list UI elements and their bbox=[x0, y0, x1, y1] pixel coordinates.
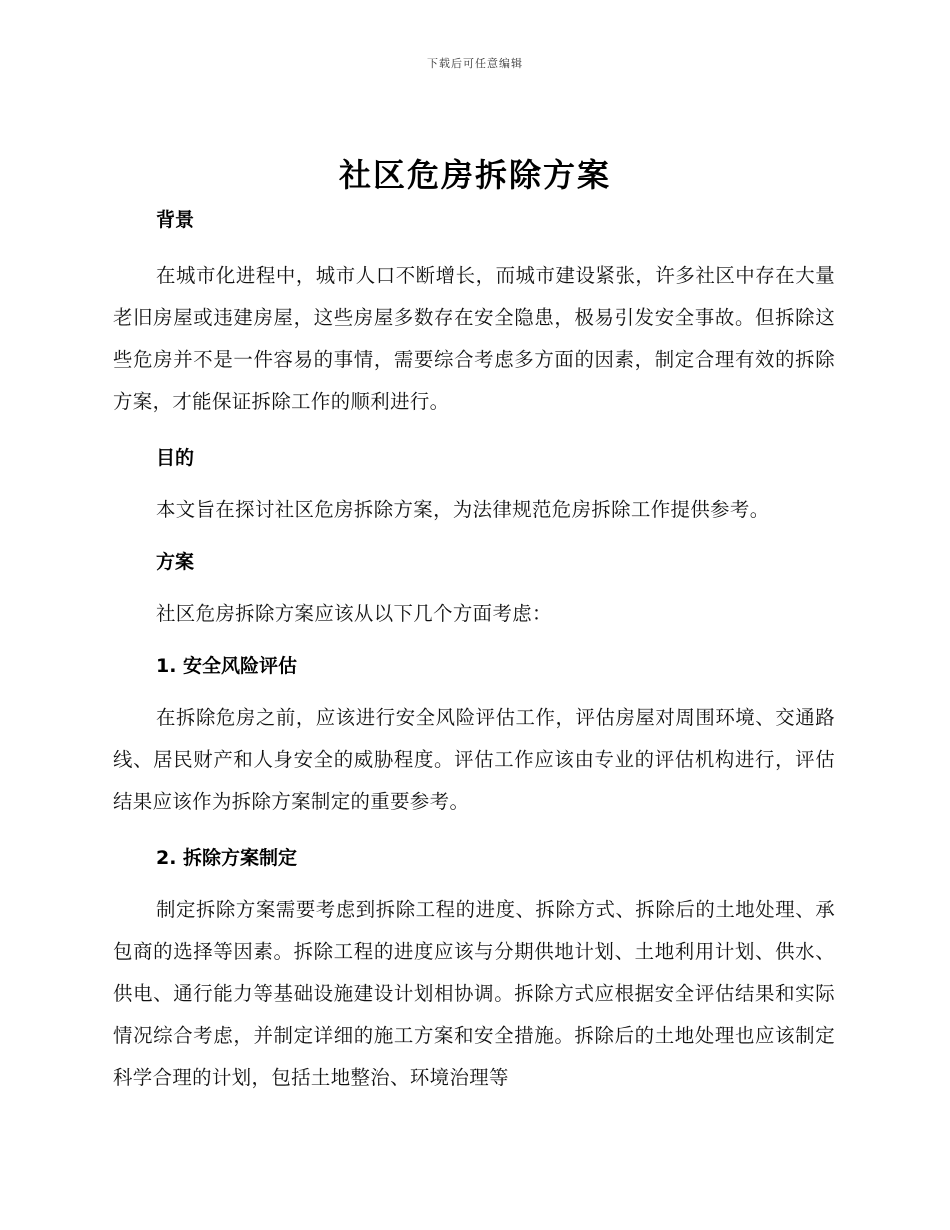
section-heading-plan: 方案 bbox=[156, 551, 195, 573]
paragraph-plan-making: 制定拆除方案需要考虑到拆除工程的进度、拆除方式、拆除后的土地处理、承包商的选择等因素。拆除工程的进度应该与分期供地计划、土地利用计划、供水、供电、通行能力等基础设施建设计划相协调。拆除方式应根据安全评估结果和实际情况综合考虑，并制定详细的施工方案和安全措施。拆除后的土地处理也应该制定科学合理的计划，包括土地整治、环境治理等 bbox=[113, 898, 835, 1089]
page-title: 社区危房拆除方案 bbox=[338, 156, 611, 194]
section-heading-risk-assessment: 1. 安全风险评估 bbox=[156, 655, 298, 677]
paragraph-risk-assessment: 在拆除危房之前，应该进行安全风险评估工作，评估房屋对周围环境、交通路线、居民财产和人身安全的威胁程度。评估工作应该由专业的评估机构进行，评估结果应该作为拆除方案制定的重要参考。 bbox=[113, 706, 835, 813]
document-body bbox=[113, 203, 835, 1099]
paragraph-plan: 社区危房拆除方案应该从以下几个方面考虑： bbox=[156, 602, 552, 625]
paragraph-background: 在城市化进程中，城市人口不断增长，而城市建设紧张，许多社区中存在大量老旧房屋或违建房屋，这些房屋多数存在安全隐患，极易引发安全事故。但拆除这些危房并不是一件容易的事情，需要综合考虑多方面的因素，制定合理有效的拆除方案，才能保证拆除工作的顺利进行。 bbox=[113, 264, 835, 413]
section-heading-purpose: 目的 bbox=[156, 447, 195, 469]
section-heading-background: 背景 bbox=[156, 209, 195, 231]
header-note: 下载后可任意编辑 bbox=[427, 57, 523, 70]
paragraph-purpose: 本文旨在探讨社区危房拆除方案，为法律规范危房拆除工作提供参考。 bbox=[156, 498, 770, 521]
section-heading-plan-making: 2. 拆除方案制定 bbox=[156, 847, 298, 869]
